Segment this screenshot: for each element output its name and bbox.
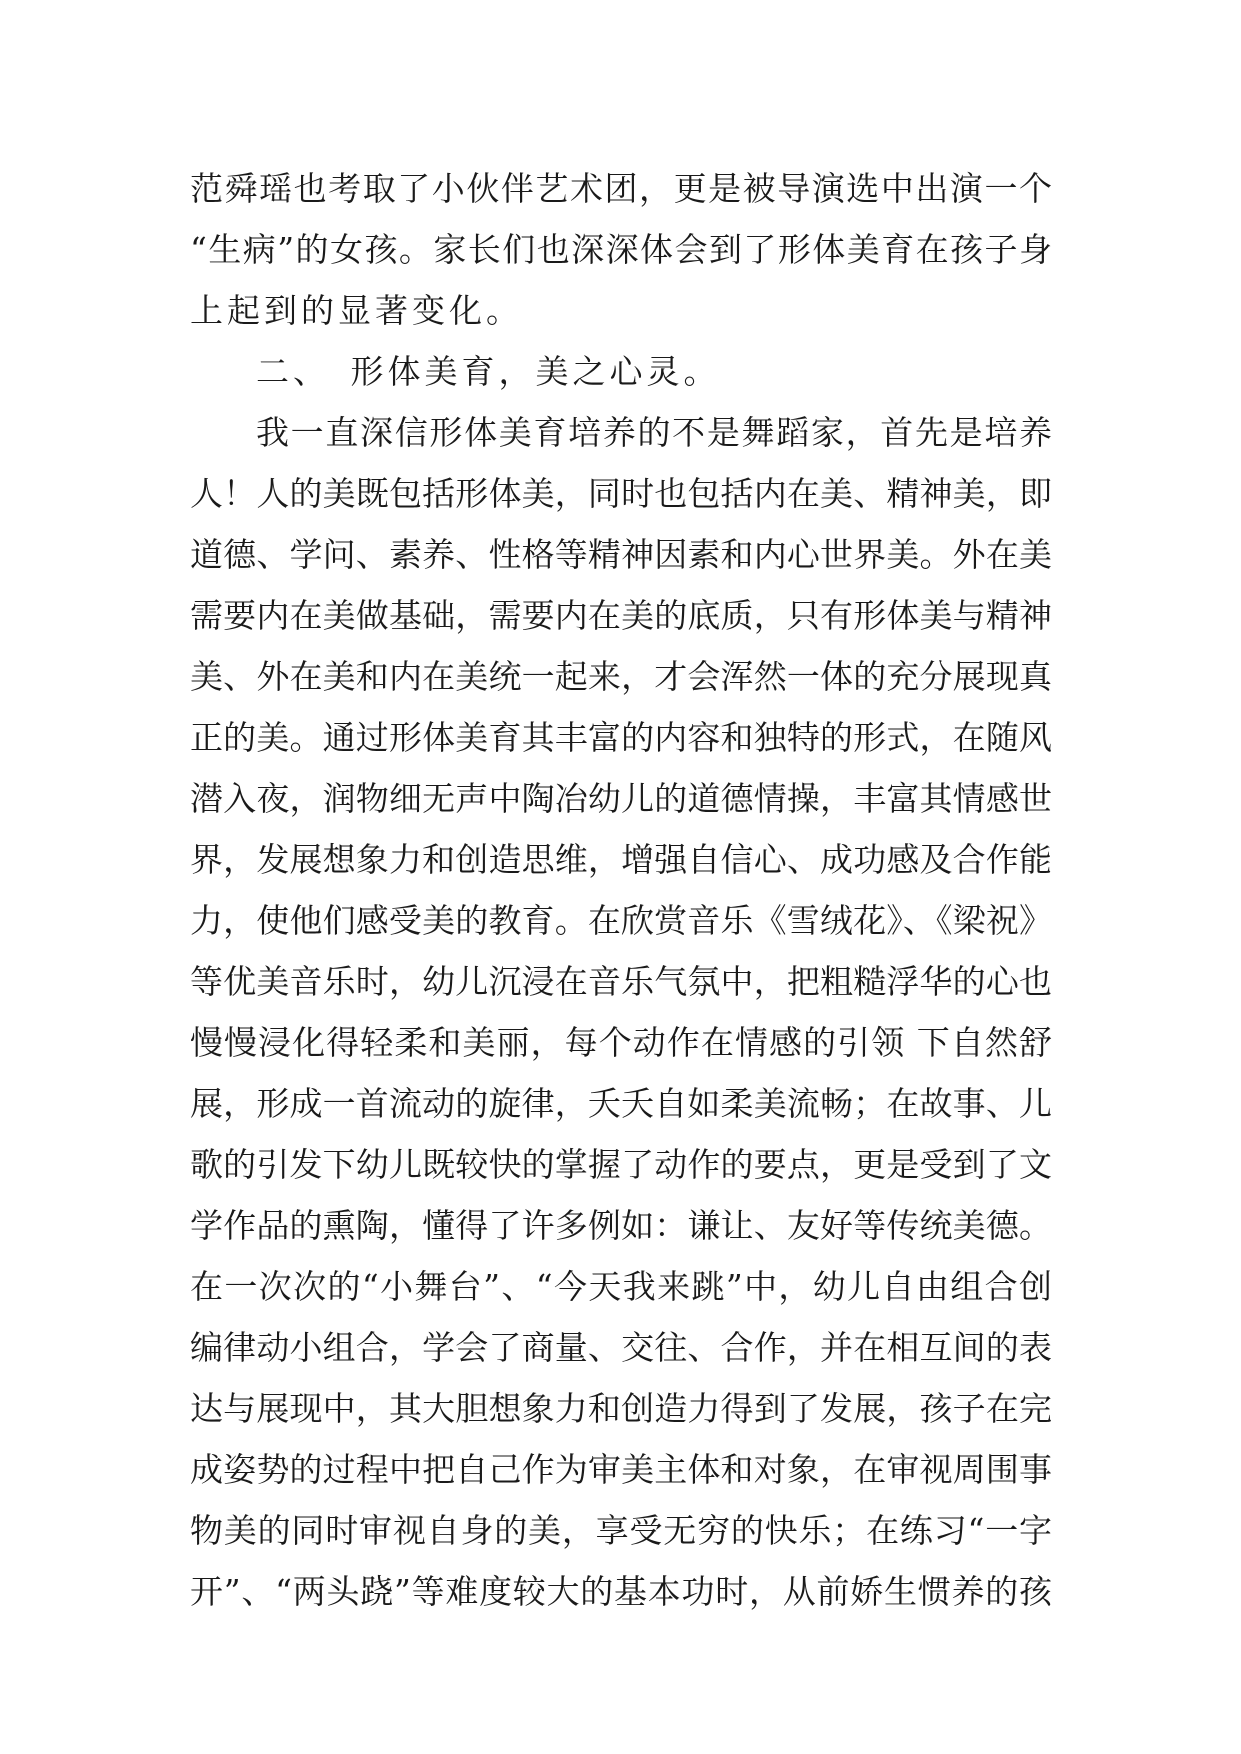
- text-line: 道德、学问、素养、性格等精神因素和内心世界美。外在美: [190, 535, 1052, 574]
- text-line: 我一直深信形体美育培养的不是舞蹈家，首先是培养: [256, 413, 1052, 452]
- text-line: “生病”的女孩。家长们也深深体会到了形体美育在孩子身: [190, 230, 1052, 269]
- text-line: 慢慢浸化得轻柔和美丽，每个动作在情感的引领 下自然舒: [190, 1023, 1052, 1062]
- text-line: 潜入夜，润物细无声中陶冶幼儿的道德情操，丰富其情感世: [190, 779, 1052, 818]
- text-line: 达与展现中，其大胆想象力和创造力得到了发展，孩子在完: [190, 1389, 1052, 1428]
- text-line: 成姿势的过程中把自己作为审美主体和对象，在审视周围事: [190, 1450, 1052, 1489]
- text-line: 范舜瑶也考取了小伙伴艺术团，更是被导演选中出演一个: [190, 169, 1052, 208]
- text-line: 美、外在美和内在美统一起来，才会浑然一体的充分展现真: [190, 657, 1052, 696]
- text-line: 正的美。通过形体美育其丰富的内容和独特的形式，在随风: [190, 718, 1052, 757]
- text-line: 上起到的显著变化。: [190, 291, 523, 330]
- body-text: [190, 158, 1052, 1622]
- text-line: 展，形成一首流动的旋律，夭夭自如柔美流畅；在故事、儿: [190, 1084, 1052, 1123]
- text-line: 开”、“两头跷”等难度较大的基本功时，从前娇生惯养的孩: [190, 1572, 1052, 1611]
- text-line: 人！人的美既包括形体美，同时也包括内在美、精神美，即: [190, 474, 1052, 513]
- text-line: 界，发展想象力和创造思维，增强自信心、成功感及合作能: [190, 840, 1052, 879]
- text-line: 力，使他们感受美的教育。在欣赏音乐《雪绒花》、《梁祝》: [190, 901, 1052, 940]
- text-line: 编律动小组合，学会了商量、交往、合作，并在相互间的表: [190, 1328, 1052, 1367]
- text-line: 需要内在美做基础，需要内在美的底质，只有形体美与精神: [190, 596, 1052, 635]
- section-heading: 二、 形体美育，美之心灵。: [256, 352, 721, 391]
- text-line: 歌的引发下幼儿既较快的掌握了动作的要点，更是受到了文: [190, 1145, 1052, 1184]
- text-line: 学作品的熏陶，懂得了许多例如：谦让、友好等传统美德。: [190, 1206, 1052, 1245]
- text-line: 物美的同时审视自身的美，享受无穷的快乐；在练习“一字: [190, 1511, 1052, 1550]
- text-line: 等优美音乐时，幼儿沉浸在音乐气氛中，把粗糙浮华的心也: [190, 962, 1052, 1001]
- text-line: 在一次次的“小舞台”、“今天我来跳”中，幼儿自由组合创: [190, 1267, 1052, 1306]
